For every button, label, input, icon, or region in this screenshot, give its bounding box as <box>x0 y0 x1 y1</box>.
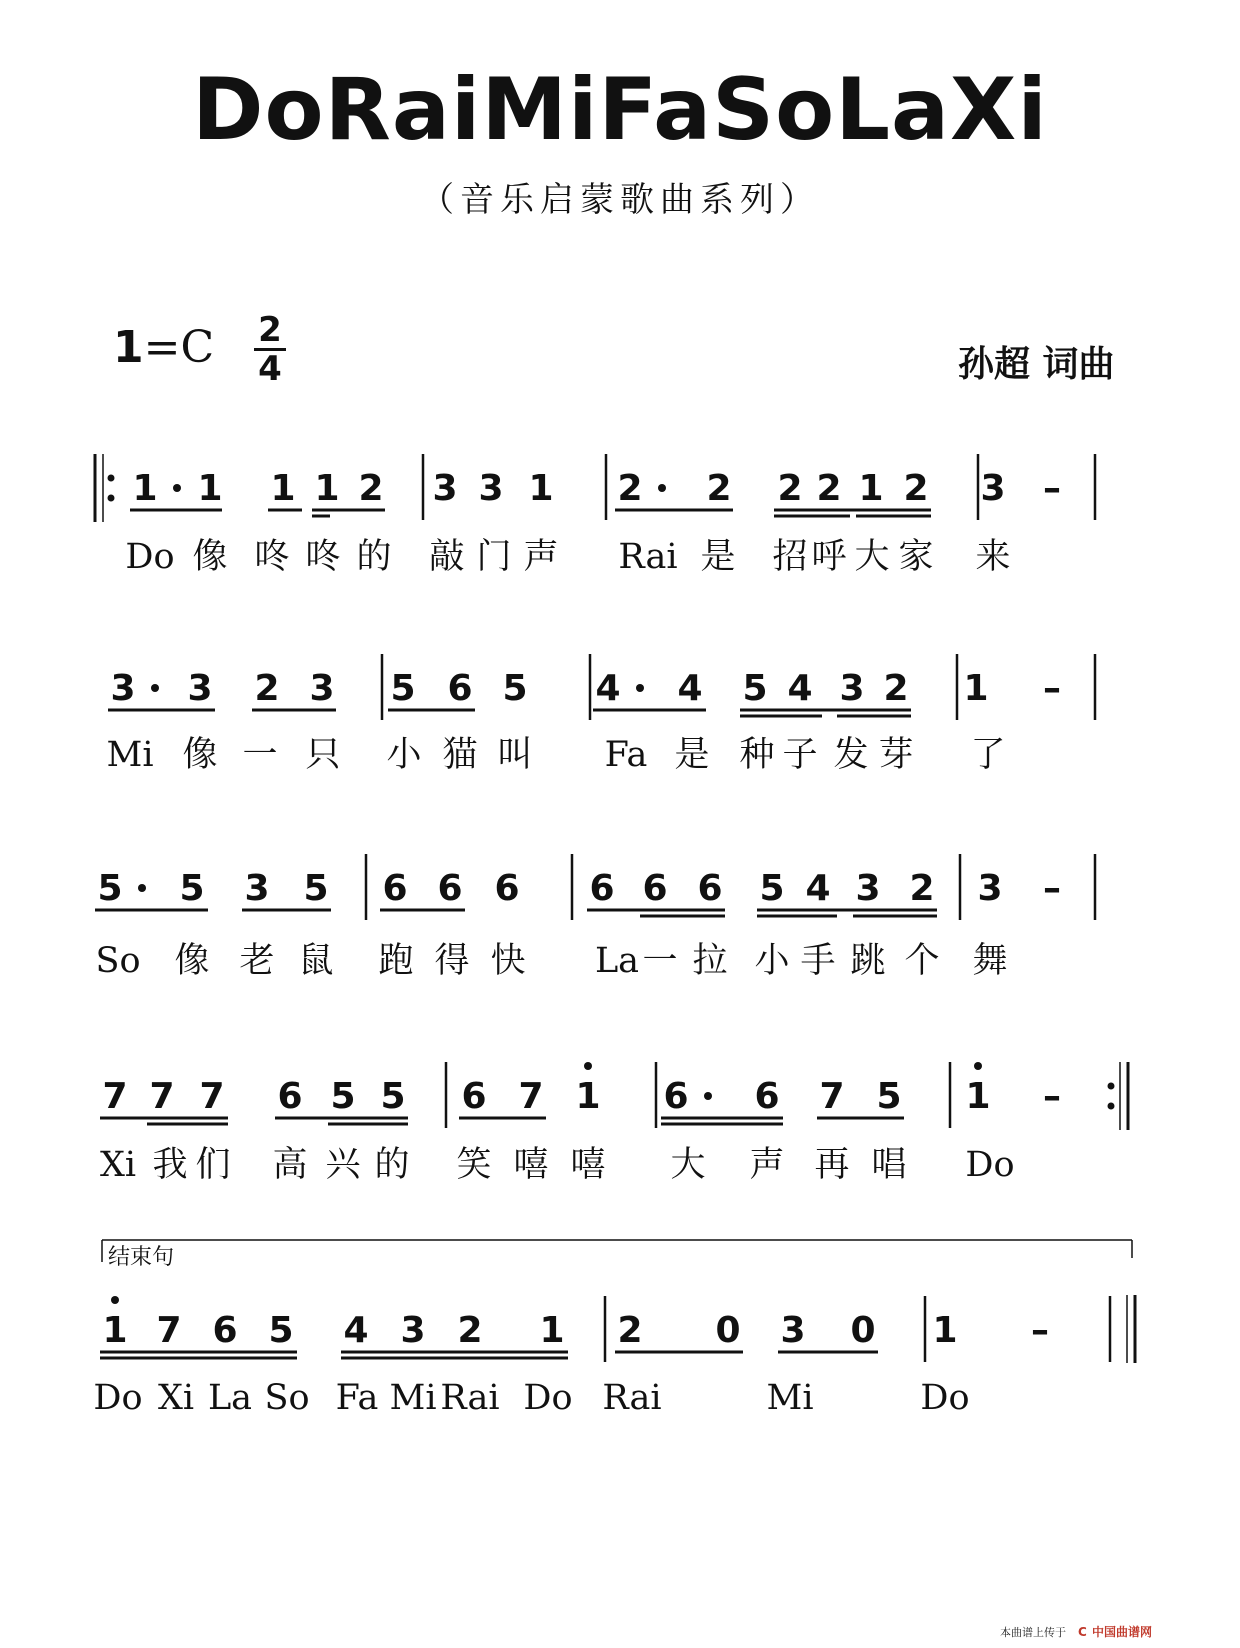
note-numeral: 7 <box>156 1310 182 1351</box>
song-title: DoRaiMiFaSoLaXi <box>192 60 1048 160</box>
note-numeral: 4 <box>677 668 703 709</box>
high-octave-dot <box>584 1062 592 1070</box>
lyric-syllable: 家 <box>898 537 934 577</box>
note-numeral: 1 <box>932 1310 958 1351</box>
lyric-syllable: 鼠 <box>298 941 334 981</box>
lyric-syllable: 敲 <box>429 537 465 577</box>
lyric-syllable: 咚 <box>305 537 341 577</box>
lyric-syllable: Xi <box>99 1145 137 1185</box>
lyric-syllable: 小 <box>754 941 790 981</box>
augmentation-dot <box>173 484 181 492</box>
repeat-dot <box>108 495 115 502</box>
note-numeral: 3 <box>110 668 136 709</box>
note-numeral: 3 <box>839 668 865 709</box>
note-numeral: 6 <box>437 868 463 909</box>
lyric-syllable: Rai <box>440 1378 500 1418</box>
note-numeral: 5 <box>502 668 528 709</box>
note-numeral: 1 <box>575 1076 601 1117</box>
high-octave-dot <box>974 1062 982 1070</box>
time-sig-top: 2 <box>258 310 282 350</box>
lyric-syllable: 芽 <box>878 735 914 775</box>
note-numeral: 1 <box>963 668 989 709</box>
note-numeral: 5 <box>742 668 768 709</box>
note-numeral: 6 <box>589 868 615 909</box>
note-numeral: 4 <box>787 668 813 709</box>
note-numeral: 7 <box>518 1076 544 1117</box>
lyric-syllable: Fa <box>604 735 648 775</box>
note-numeral: 5 <box>876 1076 902 1117</box>
note-dash: – <box>1043 868 1061 909</box>
note-dash: – <box>1031 1310 1049 1351</box>
note-numeral: 3 <box>309 668 335 709</box>
lyric-syllable: 像 <box>182 735 218 775</box>
lyric-syllable: 叫 <box>497 735 533 775</box>
note-numeral: 3 <box>244 868 270 909</box>
note-numeral: 3 <box>780 1310 806 1351</box>
augmentation-dot <box>151 684 159 692</box>
note-numeral: 1 <box>858 468 884 509</box>
lyric-syllable: 笑 <box>456 1145 492 1185</box>
key-tonic: 1 <box>113 322 144 373</box>
lyric-syllable: 嘻 <box>570 1145 606 1185</box>
key-name: =C <box>143 322 215 373</box>
site-logo-mark: C <box>1078 1625 1087 1639</box>
augmentation-dot <box>658 484 666 492</box>
high-octave-dot <box>111 1296 119 1304</box>
lyric-syllable: 咚 <box>254 537 290 577</box>
note-numeral: 5 <box>330 1076 356 1117</box>
lyric-syllable: 拉 <box>692 941 728 981</box>
lyric-syllable: Mi <box>766 1378 814 1418</box>
site-logo-text: 中国曲谱网 <box>1092 1625 1153 1639</box>
lyric-syllable: Mi <box>106 735 154 775</box>
note-numeral: 1 <box>965 1076 991 1117</box>
lyric-syllable: Do <box>920 1378 970 1418</box>
note-numeral: 0 <box>715 1310 741 1351</box>
note-numeral: 6 <box>461 1076 487 1117</box>
note-numeral: 7 <box>149 1076 175 1117</box>
note-numeral: 7 <box>819 1076 845 1117</box>
lyric-syllable: Do <box>965 1145 1015 1185</box>
note-numeral: 2 <box>254 668 280 709</box>
note-numeral: 4 <box>805 868 831 909</box>
repeat-dot <box>108 475 115 482</box>
note-numeral: 4 <box>343 1310 369 1351</box>
lyric-syllable: 我 <box>152 1145 188 1185</box>
lyric-syllable: 猫 <box>442 735 478 775</box>
lyric-syllable: 们 <box>195 1145 231 1185</box>
note-numeral: 2 <box>816 468 842 509</box>
note-numeral: 5 <box>303 868 329 909</box>
augmentation-dot <box>704 1092 712 1100</box>
note-numeral: 1 <box>102 1310 128 1351</box>
lyric-syllable: 舞 <box>972 941 1008 981</box>
lyric-syllable: So <box>95 941 141 981</box>
note-numeral: 6 <box>754 1076 780 1117</box>
note-numeral: 2 <box>617 1310 643 1351</box>
lyric-syllable: Do <box>125 537 175 577</box>
note-numeral: 5 <box>380 1076 406 1117</box>
note-numeral: 3 <box>855 868 881 909</box>
note-numeral: 5 <box>759 868 785 909</box>
lyric-syllable: 大 <box>670 1145 706 1185</box>
note-numeral: 2 <box>358 468 384 509</box>
note-dash: – <box>1043 1076 1061 1117</box>
lyric-syllable: 门 <box>476 537 512 577</box>
lyric-syllable: So <box>264 1378 310 1418</box>
footer-text: 本曲谱上传于 <box>1000 1626 1066 1639</box>
lyric-syllable: 招 <box>772 537 808 577</box>
lyric-syllable: Do <box>93 1378 143 1418</box>
note-numeral: 4 <box>595 668 621 709</box>
lyric-syllable: 跳 <box>850 941 886 981</box>
song-subtitle: （音乐启蒙歌曲系列） <box>420 180 820 220</box>
lyric-syllable: 嘻 <box>513 1145 549 1185</box>
note-numeral: 6 <box>494 868 520 909</box>
composer-credit: 孙超 词曲 <box>958 344 1115 385</box>
lyric-syllable: 小 <box>386 735 422 775</box>
note-numeral: 1 <box>270 468 296 509</box>
lyric-syllable: 个 <box>904 941 940 981</box>
note-numeral: 5 <box>97 868 123 909</box>
note-numeral: 1 <box>539 1310 565 1351</box>
lyric-syllable: 像 <box>192 537 228 577</box>
augmentation-dot <box>636 684 644 692</box>
repeat-dot <box>1108 1083 1115 1090</box>
note-numeral: 5 <box>390 668 416 709</box>
note-numeral: 6 <box>697 868 723 909</box>
lyric-syllable: 呼 <box>811 537 847 577</box>
ending-label: 结束句 <box>108 1245 175 1270</box>
note-numeral: 1 <box>197 468 223 509</box>
note-numeral: 2 <box>903 468 929 509</box>
lyric-syllable: La <box>594 941 640 981</box>
lyric-syllable: 唱 <box>871 1145 907 1185</box>
lyric-syllable: 的 <box>374 1145 410 1185</box>
lyric-syllable: Xi <box>157 1378 195 1418</box>
repeat-dot <box>1108 1103 1115 1110</box>
note-numeral: 3 <box>980 468 1006 509</box>
lyric-syllable: Rai <box>602 1378 662 1418</box>
note-numeral: 0 <box>850 1310 876 1351</box>
lyric-syllable: 像 <box>174 941 210 981</box>
note-numeral: 2 <box>617 468 643 509</box>
note-numeral: 6 <box>277 1076 303 1117</box>
note-numeral: 1 <box>528 468 554 509</box>
note-numeral: 2 <box>457 1310 483 1351</box>
note-numeral: 6 <box>212 1310 238 1351</box>
lyric-syllable: 一 <box>242 735 278 775</box>
lyric-syllable: 一 <box>642 941 678 981</box>
lyric-syllable: 是 <box>700 537 736 577</box>
lyric-syllable: 了 <box>970 735 1006 775</box>
lyric-syllable: 得 <box>434 941 470 981</box>
note-numeral: 3 <box>187 668 213 709</box>
note-numeral: 7 <box>199 1076 225 1117</box>
note-numeral: 5 <box>179 868 205 909</box>
note-numeral: 1 <box>132 468 158 509</box>
note-numeral: 6 <box>447 668 473 709</box>
note-numeral: 2 <box>777 468 803 509</box>
note-numeral: 6 <box>642 868 668 909</box>
note-numeral: 6 <box>663 1076 689 1117</box>
lyric-syllable: 再 <box>814 1145 850 1185</box>
lyric-syllable: 的 <box>356 537 392 577</box>
augmentation-dot <box>138 884 146 892</box>
lyric-syllable: 跑 <box>378 941 414 981</box>
note-numeral: 3 <box>478 468 504 509</box>
lyric-syllable: 来 <box>975 537 1011 577</box>
note-numeral: 6 <box>382 868 408 909</box>
lyric-syllable: Do <box>523 1378 573 1418</box>
lyric-syllable: La <box>207 1378 253 1418</box>
lyric-syllable: 老 <box>239 941 275 981</box>
lyric-syllable: 大 <box>854 537 890 577</box>
lyric-syllable: 声 <box>523 537 559 577</box>
lyric-syllable: 高 <box>272 1145 308 1185</box>
note-numeral: 1 <box>314 468 340 509</box>
note-numeral: 5 <box>268 1310 294 1351</box>
note-dash: – <box>1043 468 1061 509</box>
note-numeral: 3 <box>400 1310 426 1351</box>
lyric-syllable: 子 <box>782 735 818 775</box>
note-dash: – <box>1043 668 1061 709</box>
lyric-syllable: 是 <box>674 735 710 775</box>
time-sig-bottom: 4 <box>258 349 282 389</box>
lyric-syllable: 快 <box>490 941 526 981</box>
lyric-syllable: 种 <box>739 735 775 775</box>
note-numeral: 7 <box>102 1076 128 1117</box>
note-numeral: 3 <box>977 868 1003 909</box>
note-numeral: 2 <box>883 668 909 709</box>
lyric-syllable: 发 <box>833 735 869 775</box>
note-numeral: 2 <box>909 868 935 909</box>
lyric-syllable: Fa <box>335 1378 379 1418</box>
lyric-syllable: 只 <box>305 735 341 775</box>
lyric-syllable: 兴 <box>325 1145 361 1185</box>
lyric-syllable: Rai <box>618 537 678 577</box>
lyric-syllable: 声 <box>749 1145 785 1185</box>
lyric-syllable: Mi <box>389 1378 437 1418</box>
note-numeral: 2 <box>706 468 732 509</box>
lyric-syllable: 手 <box>800 941 836 981</box>
note-numeral: 3 <box>432 468 458 509</box>
